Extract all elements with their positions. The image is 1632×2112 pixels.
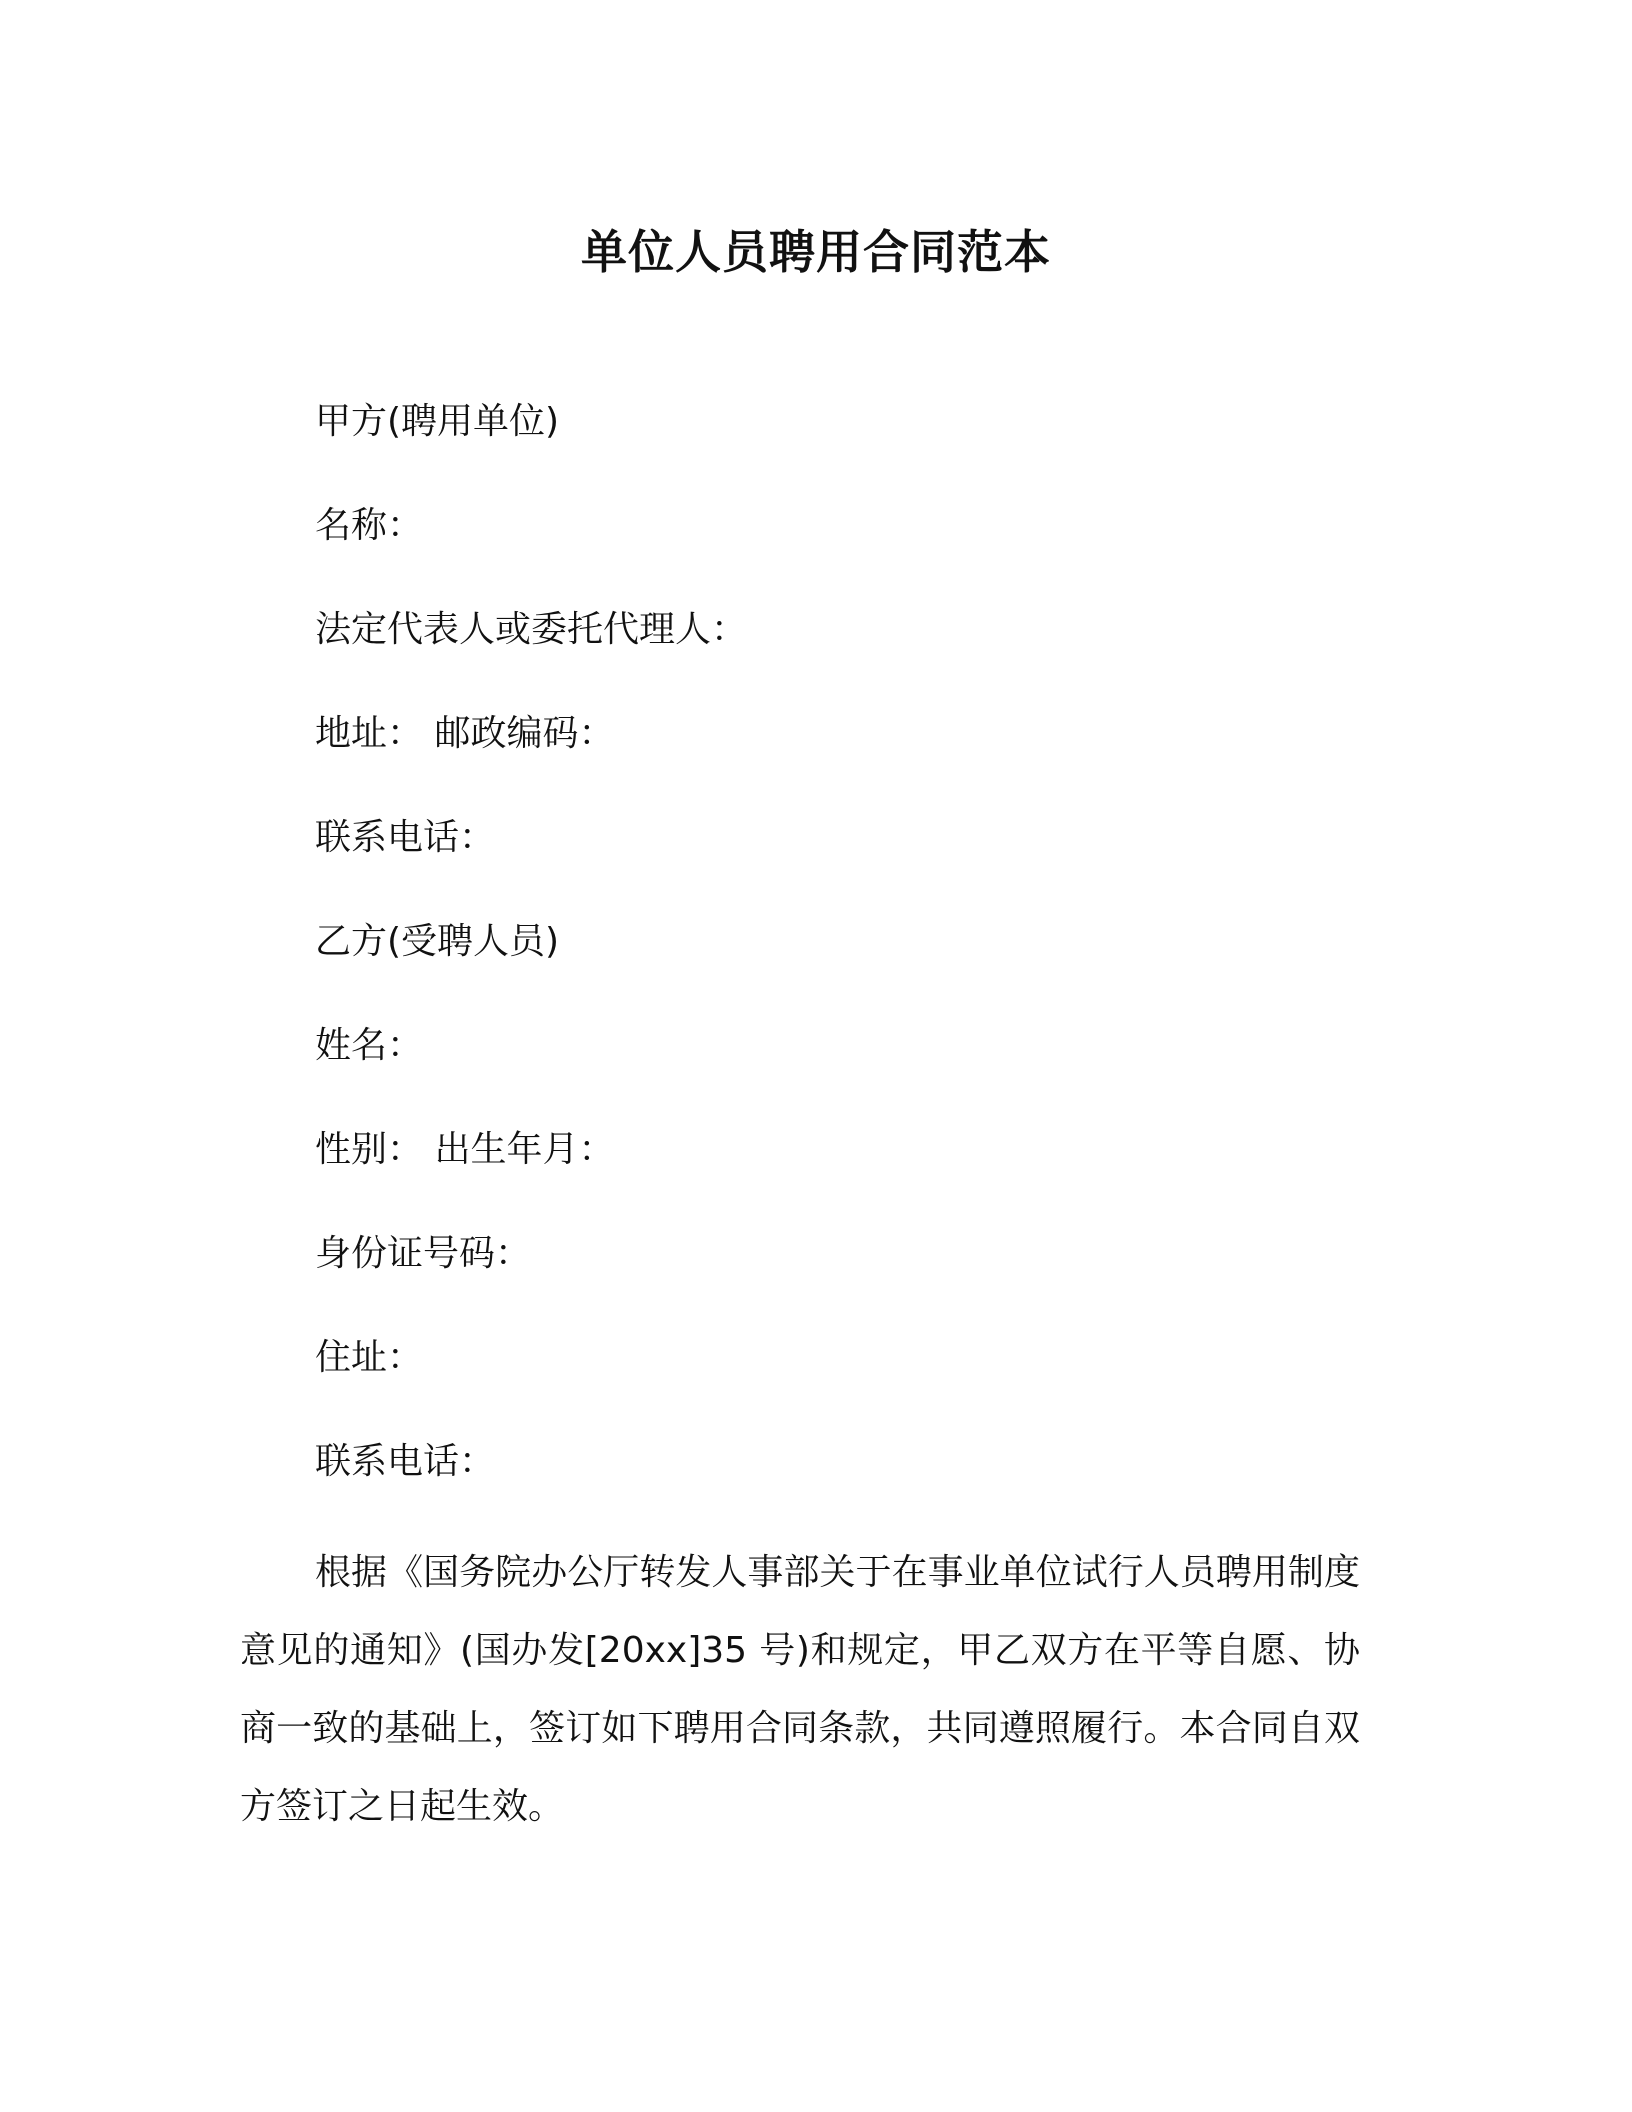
field-party-b-id-number: 身份证号码： [315,1233,532,1274]
field-party-a-name: 名称： [315,505,424,546]
field-party-b-gender-birth: 性别： 出生年月： [315,1129,615,1170]
field-party-a-heading: 甲方(聘用单位) [315,401,560,442]
contract-preamble-paragraph: 根据《国务院办公厅转发人事部关于在事业单位试行人员聘用制度意见的通知》(国办发[20xx]35 号)和规定，甲乙双方在平等自愿、协商一致的基础上，签订如下聘用合同条款，共同遵照履行。本合同自双方签订之日起生效。 [240,1552,1360,1827]
party-info-list [315,392,747,1536]
field-party-b-heading: 乙方(受聘人员) [315,921,560,962]
field-party-a-phone: 联系电话： [315,817,496,858]
document-title: 单位人员聘用合同范本 [581,225,1051,279]
field-party-b-phone: 联系电话： [315,1441,496,1482]
field-party-b-name: 姓名： [315,1025,424,1066]
field-party-b-address: 住址： [315,1337,424,1378]
field-party-a-representative: 法定代表人或委托代理人： [315,609,748,650]
field-party-a-address: 地址： 邮政编码： [315,713,615,754]
